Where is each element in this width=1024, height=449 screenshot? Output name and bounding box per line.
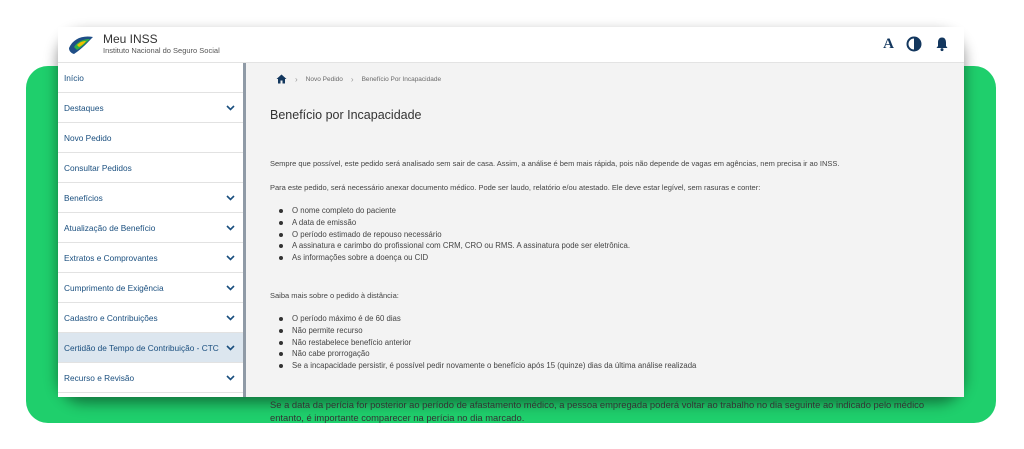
chevron-down-icon [226,225,235,231]
breadcrumb [276,74,441,84]
list-item: O período estimado de repouso necessário [270,229,630,241]
list-item: A assinatura e carimbo do profissional com CRM, CRO ou RMS. A assinatura pode ser eletrônica. [270,240,630,252]
chevron-down-icon [226,285,235,291]
list-item: O nome completo do paciente [270,205,630,217]
remote-intro-paragraph: Saiba mais sobre o pedido à distância: [270,291,399,300]
sidebar-item-label: Destaques [64,102,104,113]
list-item: Não permite recurso [270,325,696,337]
chevron-down-icon [226,105,235,111]
contrast-icon[interactable] [906,36,922,52]
sidebar-item-inicio[interactable] [58,63,243,93]
chevron-down-icon [226,375,235,381]
app-window [58,27,964,423]
list-item: A data de emissão [270,217,630,229]
sidebar-item-label: Cadastro e Contribuições [64,312,158,323]
sidebar-item-extratos[interactable] [58,243,243,273]
app-header [58,27,964,63]
breadcrumb-link[interactable]: Novo Pedido [305,75,343,83]
sidebar-item-label: Benefícios [64,192,103,203]
font-size-button[interactable]: A [883,36,894,52]
breadcrumb-separator: › [350,74,354,84]
sidebar-item-atualizacao-beneficio[interactable] [58,213,243,243]
sidebar-item-label: Recurso e Revisão [64,372,135,383]
footer-paragraph-line1: Se a data da perícia for posterior ao período de afastamento médico, a pessoa empregada poderá voltar ao trabalho no dia seguinte ao indicado pelo médico [270,399,925,410]
sidebar-item-label: Cumprimento de Exigência [64,282,164,293]
chevron-down-icon [226,345,235,351]
breadcrumb-separator: › [295,74,298,84]
sidebar-item-ctc[interactable] [58,333,243,363]
sidebar-item-beneficios[interactable] [58,183,243,213]
app-title: Meu INSS [103,32,158,46]
chevron-down-icon [226,255,235,261]
sidebar-item-cadastro[interactable] [58,303,243,333]
sidebar-item-label: Atualização de Benefício [64,222,156,233]
sidebar-item-recurso-revisao[interactable] [58,363,243,393]
document-requirements-list [270,205,630,264]
list-item: Não restabelece benefício anterior [270,337,696,349]
sidebar-item-label: Consultar Pedidos [64,162,132,173]
sidebar-item-label: Início [64,72,84,83]
breadcrumb-current: Benefício Por Incapacidade [361,75,442,83]
sidebar-item-destaques[interactable] [58,93,243,123]
sidebar-item-consultar-pedidos[interactable] [58,153,243,183]
page-title: Benefício por Incapacidade [270,108,422,122]
list-item: Se a incapacidade persistir, é possível pedir novamente o benefício após 15 (quinze) dias da última análise realizada [270,360,696,372]
list-item: Não cabe prorrogação [270,348,696,360]
chevron-down-icon [226,315,235,321]
bell-icon[interactable] [934,36,950,52]
chevron-down-icon [226,195,235,201]
sidebar-item-novo-pedido[interactable] [58,123,243,153]
sidebar-item-label: Certidão de Tempo de Contribuição - CTC [64,342,219,353]
remote-rules-list [270,313,696,372]
app-subtitle: Instituto Nacional do Seguro Social [103,46,220,55]
intro-paragraph: Sempre que possível, este pedido será analisado sem sair de casa. Assim, a análise é bem mais rápida, pois não depende de vagas em agências, nem precisa ir ao INSS. [270,159,840,168]
home-icon[interactable] [276,74,287,84]
main-content [246,63,964,423]
sidebar-item-label: Extratos e Comprovantes [64,252,158,263]
meu-inss-logo [68,33,94,57]
footer-paragraph-line2: entanto, é importante comparecer na perícia no dia marcado. [270,412,525,423]
sidebar-item-cumprimento-exigencia[interactable] [58,273,243,303]
document-intro-paragraph: Para este pedido, será necessário anexar documento médico. Pode ser laudo, relatório e/ou atestado. Ele deve estar legível, sem rasuras e conter: [270,183,761,192]
sidebar [58,63,246,397]
sidebar-item-label: Novo Pedido [64,132,112,143]
list-item: As informações sobre a doença ou CID [270,252,630,264]
list-item: O período máximo é de 60 dias [270,313,696,325]
